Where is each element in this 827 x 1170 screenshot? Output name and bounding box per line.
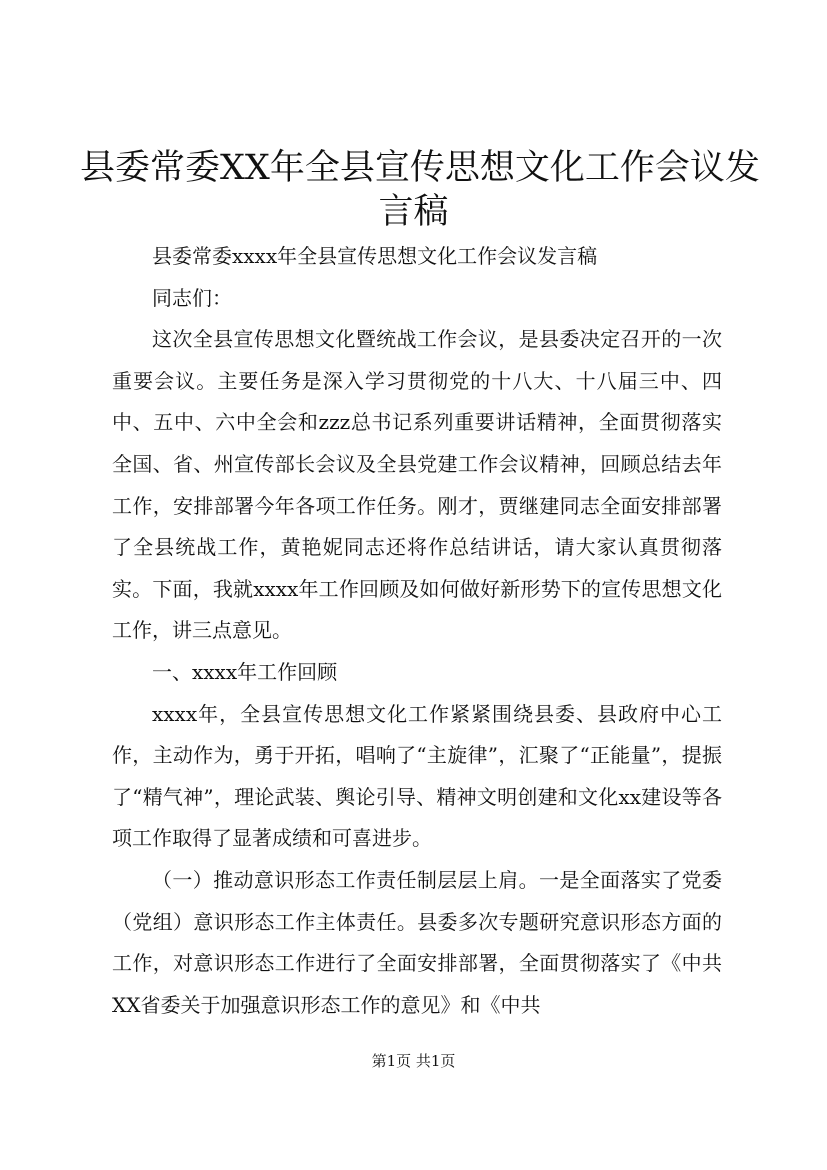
document-title-line-2: 言稿 [378,192,449,232]
document-title-line-1: 县委常委XX年全县宣传思想文化工作会议发 [80,148,760,188]
section-heading: 一、xxxx年工作回顾 [152,659,338,684]
subtitle-paragraph: 县委常委xxxx年全县宣传思想文化工作会议发言稿 [152,244,598,268]
intro-paragraph: 这次全县宣传思想文化暨统战工作会议，是县委决定召开的一次重要会议。主要任务是深入学习贯彻党的十八大、十八届三中、四中、五中、六中全会和zzz总书记系列重要讲话精神，全面贯彻落实全国、省、州宣传部长会议及全县党建工作会议精神，回顾总结去年工作，安排部署今年各项工作任务。刚才，贾继建同志全面安排部署了全县统战工作，黄艳妮同志还将作总结讲话，请大家认真贯彻落实。下面，我就xxxx年工作回顾及如何做好新形势下的宣传思想文化工作，讲三点意见。 [112,327,722,643]
ideology-paragraph: （一）推动意识形态工作责任制层层上肩。一是全面落实了党委（党组）意识形态工作主体责任。县委多次专题研究意识形态方面的工作，对意识形态工作进行了全面安排部署，全面贯彻落实了《中共XX省委关于加强意识形态工作的意见》和《中共 [112,867,722,1017]
document-body [112,236,722,1026]
page-footer: 第1页 共1页 [371,1052,456,1070]
salutation-paragraph: 同志们： [152,285,232,310]
review-paragraph: xxxx年，全县宣传思想文化工作紧紧围绕县委、县政府中心工作，主动作为，勇于开拓，唱响了“主旋律”，汇聚了“正能量”，提振了“精气神”，理论武装、舆论引导、精神文明创建和文化xx建设等各项工作取得了显著成绩和可喜进步。 [112,701,722,851]
